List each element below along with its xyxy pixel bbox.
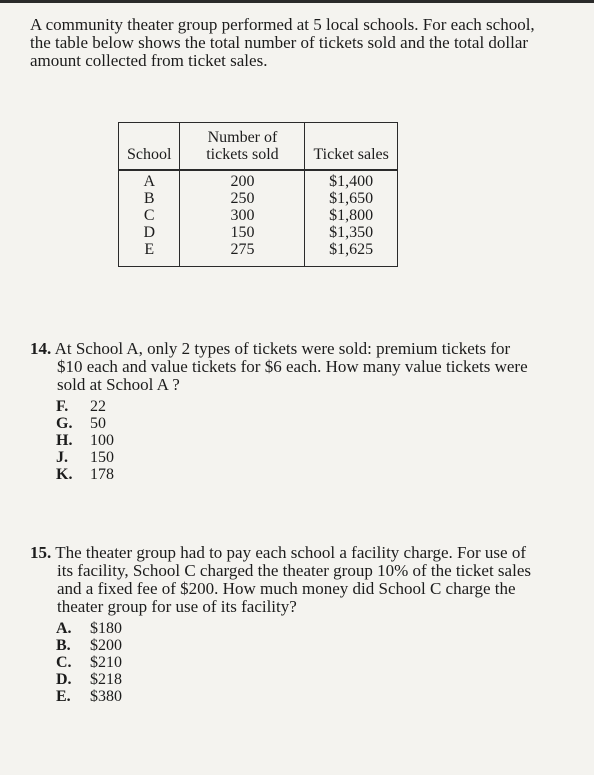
school-name: B — [143, 190, 155, 207]
question-15-stem — [30, 544, 535, 616]
header-school: School — [119, 123, 180, 171]
tickets-value: 150 — [230, 224, 255, 241]
choice-text: 100 — [90, 432, 114, 449]
sales-value: $1,350 — [329, 224, 374, 241]
sales-value: $1,800 — [329, 207, 374, 224]
ticket-table-container — [118, 122, 398, 267]
answer-choice[interactable] — [56, 398, 535, 415]
choice-text: $380 — [90, 688, 122, 705]
answer-choice[interactable] — [56, 671, 535, 688]
header-ticket-sales: Ticket sales — [305, 123, 397, 171]
choice-letter: C. — [56, 654, 72, 671]
question-14-choices — [56, 398, 535, 483]
question-14-number: 14. — [30, 339, 52, 358]
top-rule — [0, 0, 594, 3]
choice-letter: G. — [56, 415, 73, 432]
tickets-value: 200 — [230, 173, 255, 190]
choice-letter: K. — [56, 466, 73, 483]
choice-letter: B. — [56, 637, 71, 654]
question-15-choices — [56, 620, 535, 705]
tickets-value: 275 — [230, 241, 255, 258]
tickets-column — [180, 170, 305, 267]
table-body-row — [119, 170, 398, 267]
choice-text: 22 — [90, 398, 106, 415]
choice-letter: D. — [56, 671, 72, 688]
school-name: E — [144, 241, 155, 258]
question-15-number: 15. — [30, 543, 52, 562]
choice-text: $218 — [90, 671, 122, 688]
choice-text: $180 — [90, 620, 122, 637]
school-name: D — [143, 224, 155, 241]
question-15-text: The theater group had to pay each school a facility charge. For use of its facility, School C charged the theater group 10% of the ticket sales and a fixed fee of $200. How much money did School C charge the theater group for use of its facility? — [55, 543, 531, 616]
answer-choice[interactable] — [56, 466, 535, 483]
question-15 — [30, 544, 535, 705]
choice-text: $200 — [90, 637, 122, 654]
choice-text: 178 — [90, 466, 114, 483]
sales-value: $1,400 — [329, 173, 374, 190]
school-name: A — [143, 173, 155, 190]
question-14-stem — [30, 340, 535, 394]
answer-choice[interactable] — [56, 620, 535, 637]
question-14 — [30, 340, 535, 483]
choice-letter: J. — [56, 449, 68, 466]
header-tickets-sold: Number of tickets sold — [180, 123, 305, 171]
choice-text: $210 — [90, 654, 122, 671]
choice-text: 150 — [90, 449, 114, 466]
sales-column — [305, 170, 397, 267]
tickets-value: 300 — [230, 207, 255, 224]
intro-paragraph: A community theater group performed at 5 local schools. For each school, the table below shows the total number of tickets sold and the total dollar amount collected from ticket sales. — [30, 15, 535, 70]
answer-choice[interactable] — [56, 432, 535, 449]
tickets-value: 250 — [230, 190, 255, 207]
answer-choice[interactable] — [56, 688, 535, 705]
answer-choice[interactable] — [56, 637, 535, 654]
answer-choice[interactable] — [56, 449, 535, 466]
choice-letter: H. — [56, 432, 73, 449]
table-header-row — [119, 123, 398, 171]
answer-choice[interactable] — [56, 415, 535, 432]
school-column — [119, 170, 180, 267]
choice-letter: E. — [56, 688, 71, 705]
sales-value: $1,650 — [329, 190, 374, 207]
answer-choice[interactable] — [56, 654, 535, 671]
question-14-text: At School A, only 2 types of tickets were sold: premium tickets for $10 each and value tickets for $6 each. How many value tickets were sold at School A ? — [54, 339, 528, 394]
school-name: C — [143, 207, 155, 224]
choice-text: 50 — [90, 415, 106, 432]
choice-letter: A. — [56, 620, 72, 637]
ticket-table — [118, 122, 398, 267]
choice-letter: F. — [56, 398, 69, 415]
sales-value: $1,625 — [329, 241, 374, 258]
